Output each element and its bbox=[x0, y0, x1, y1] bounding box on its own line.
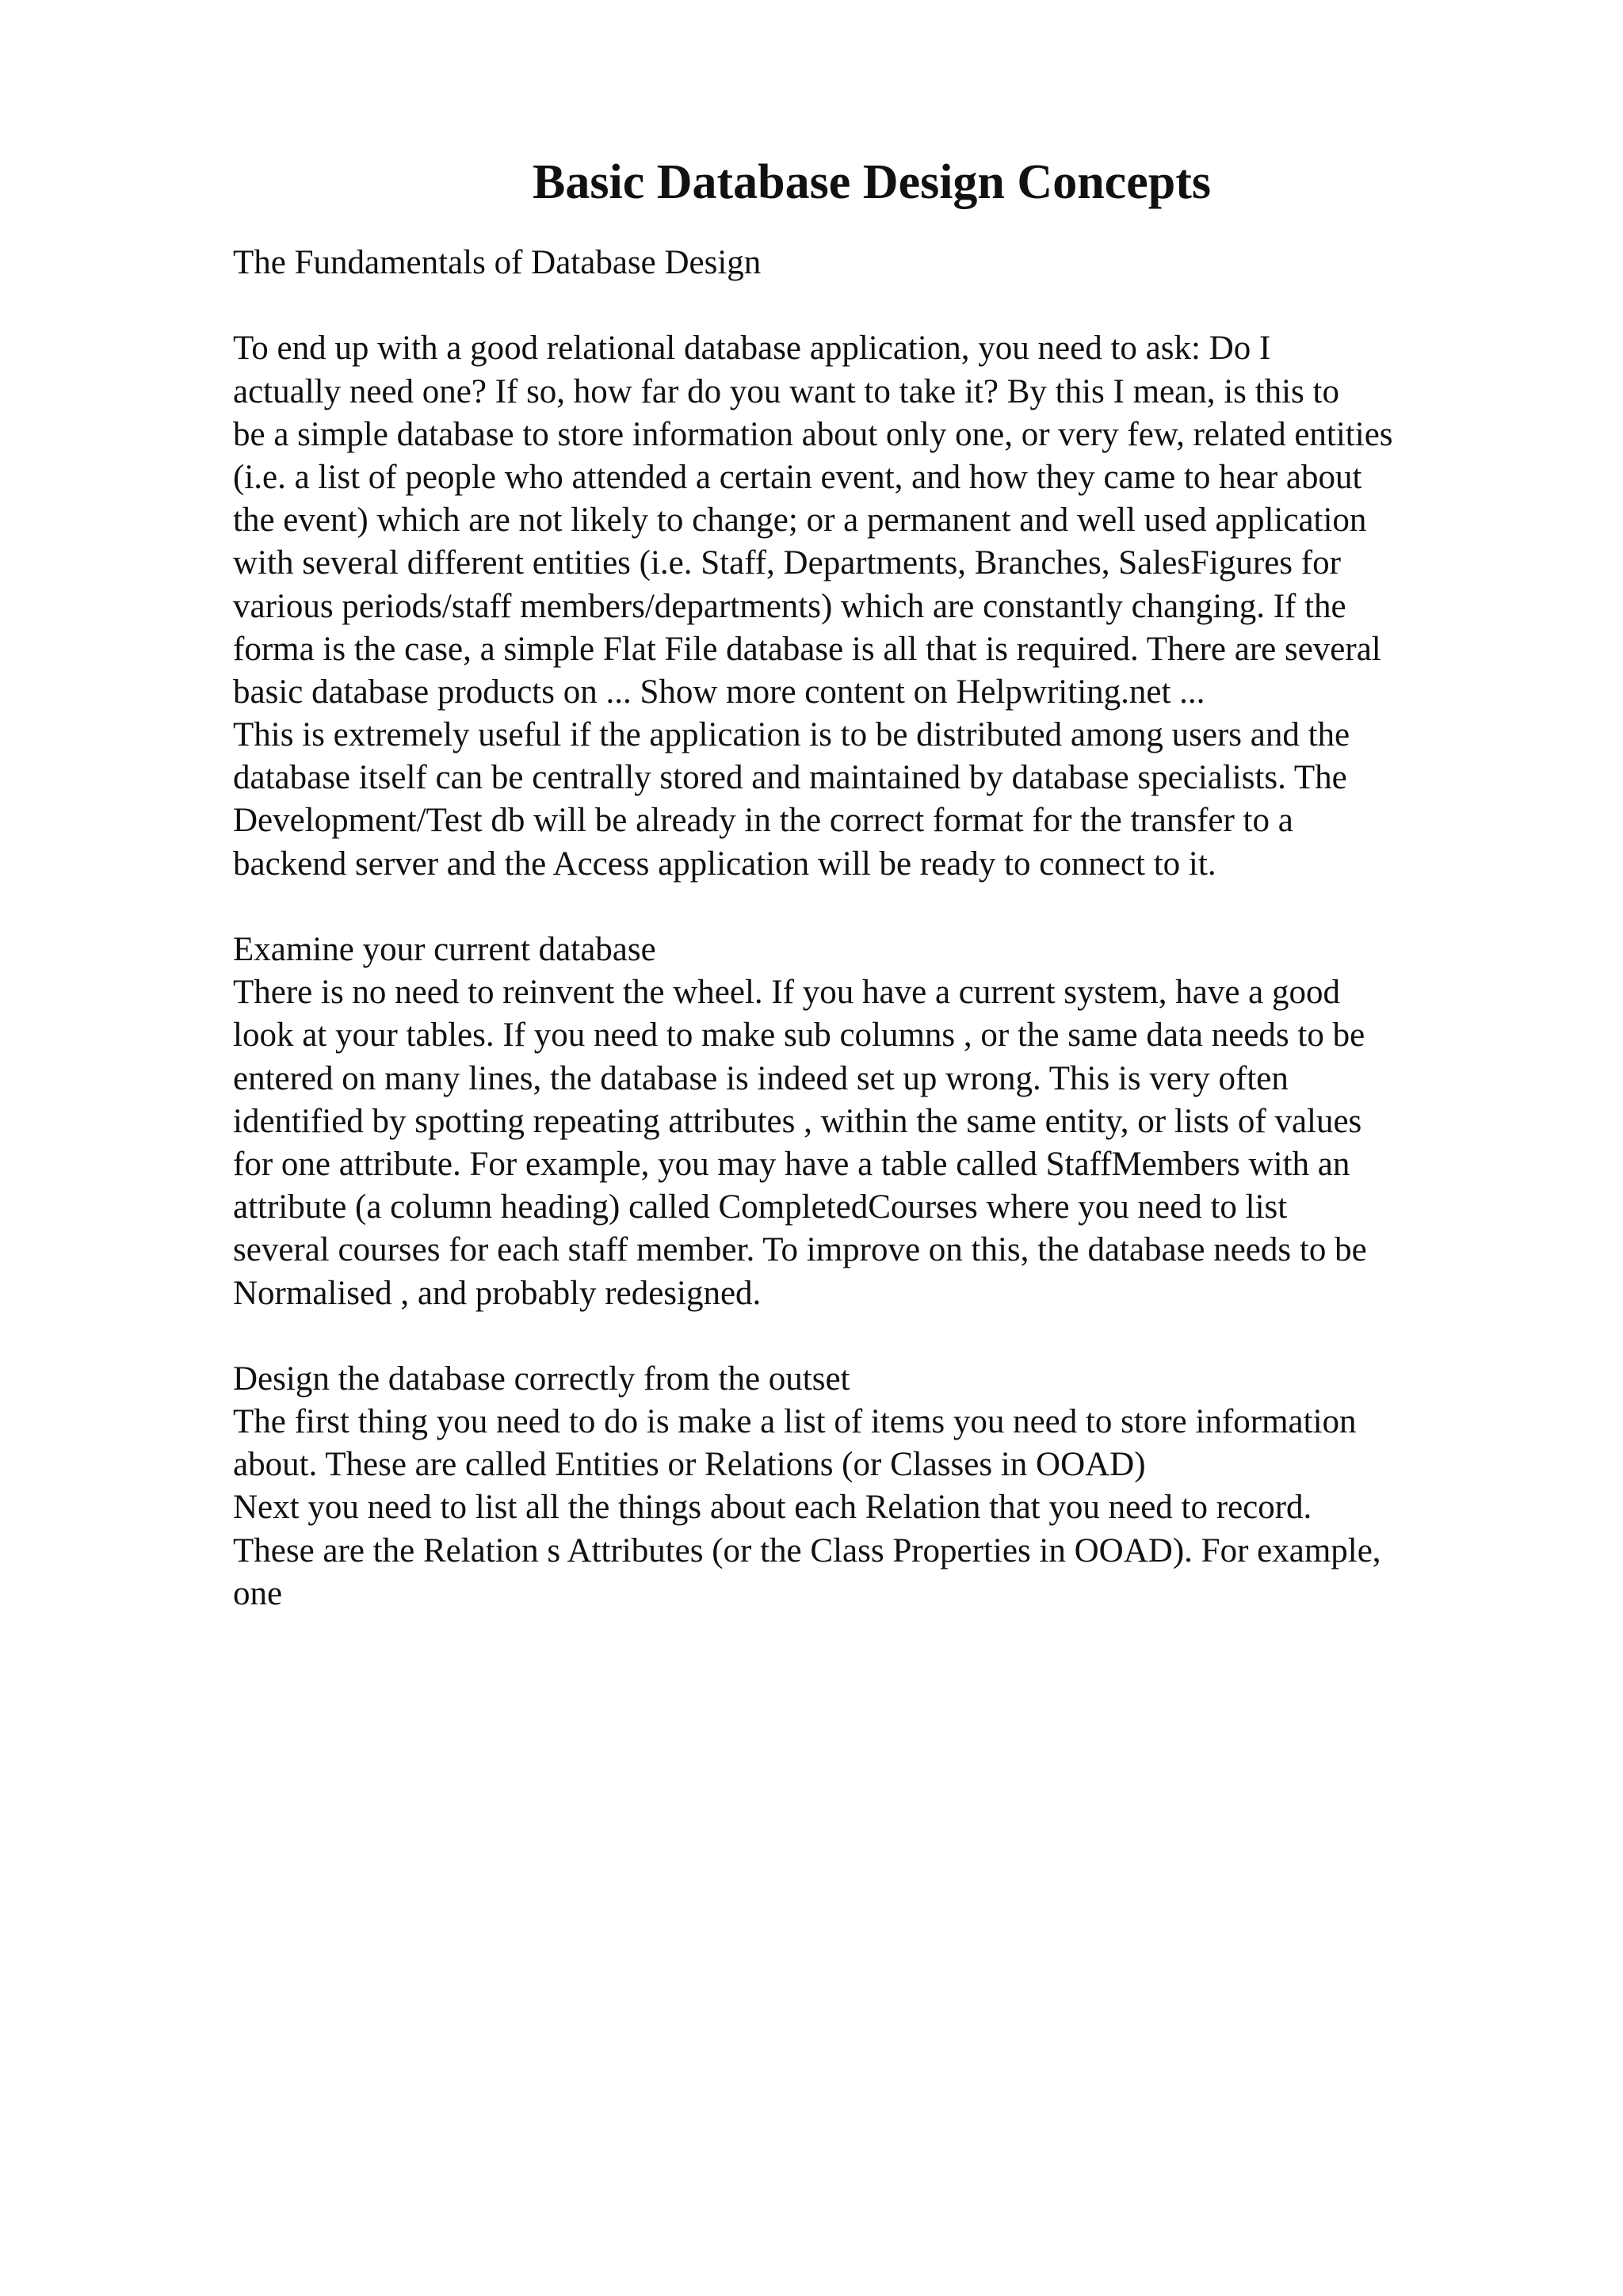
text-line: attribute (a column heading) called CompletedCourses where you need to list bbox=[233, 1188, 1288, 1226]
section-heading: Design the database correctly from the outset bbox=[233, 1360, 850, 1398]
paragraph-gap bbox=[233, 284, 1517, 327]
text-line: basic database products on ... Show more content on Helpwriting.net ... bbox=[233, 673, 1205, 711]
text-line: actually need one? If so, how far do you want to take it? By this I mean, is this to bbox=[233, 372, 1339, 410]
text-line: be a simple database to store information about only one, or very few, related entities bbox=[233, 415, 1393, 453]
document-body bbox=[233, 242, 1517, 1615]
text-line: with several different entities (i.e. Staff, Departments, Branches, SalesFigures for bbox=[233, 544, 1341, 582]
document-subtitle: The Fundamentals of Database Design bbox=[233, 244, 762, 281]
text-line: This is extremely useful if the application is to be distributed among users and the bbox=[233, 716, 1350, 754]
text-line: These are the Relation s Attributes (or the Class Properties in OOAD). For example, bbox=[233, 1531, 1381, 1569]
text-line: several courses for each staff member. To improve on this, the database needs to be bbox=[233, 1231, 1367, 1269]
paragraph-gap bbox=[233, 1315, 1517, 1358]
paragraph-examine-database bbox=[233, 929, 1517, 1315]
text-line: look at your tables. If you need to make sub columns , or the same data needs to be bbox=[233, 1016, 1365, 1055]
text-line: forma is the case, a simple Flat File database is all that is required. There are several bbox=[233, 630, 1381, 668]
text-line: one bbox=[233, 1574, 283, 1612]
paragraph-gap bbox=[233, 886, 1517, 929]
text-line: database itself can be centrally stored and maintained by database specialists. The bbox=[233, 759, 1347, 797]
text-line: backend server and the Access application will be ready to connect to it. bbox=[233, 845, 1216, 883]
text-line: To end up with a good relational database application, you need to ask: Do I bbox=[233, 330, 1271, 368]
text-line: There is no need to reinvent the wheel. If you have a current system, have a good bbox=[233, 974, 1340, 1012]
section-heading: Examine your current database bbox=[233, 931, 656, 968]
text-line: Next you need to list all the things about each Relation that you need to record. bbox=[233, 1489, 1312, 1527]
document-title: Basic Database Design Concepts bbox=[533, 155, 1211, 209]
paragraph-introduction bbox=[233, 327, 1517, 885]
text-line: identified by spotting repeating attributes , within the same entity, or lists of values bbox=[233, 1102, 1362, 1140]
text-line: various periods/staff members/departments) which are constantly changing. If the bbox=[233, 587, 1346, 625]
text-line: Development/Test db will be already in the correct format for the transfer to a bbox=[233, 802, 1293, 840]
text-line: entered on many lines, the database is indeed set up wrong. This is very often bbox=[233, 1059, 1289, 1097]
paragraph-design-database bbox=[233, 1358, 1517, 1615]
text-line: the event) which are not likely to change; or a permanent and well used application bbox=[233, 502, 1367, 540]
text-line: for one attribute. For example, you may have a table called StaffMembers with an bbox=[233, 1145, 1350, 1183]
text-line: Normalised , and probably redesigned. bbox=[233, 1274, 762, 1312]
text-line: (i.e. a list of people who attended a certain event, and how they came to hear about bbox=[233, 458, 1362, 496]
text-line: about. These are called Entities or Relations (or Classes in OOAD) bbox=[233, 1446, 1146, 1484]
text-line: The first thing you need to do is make a list of items you need to store information bbox=[233, 1403, 1357, 1441]
